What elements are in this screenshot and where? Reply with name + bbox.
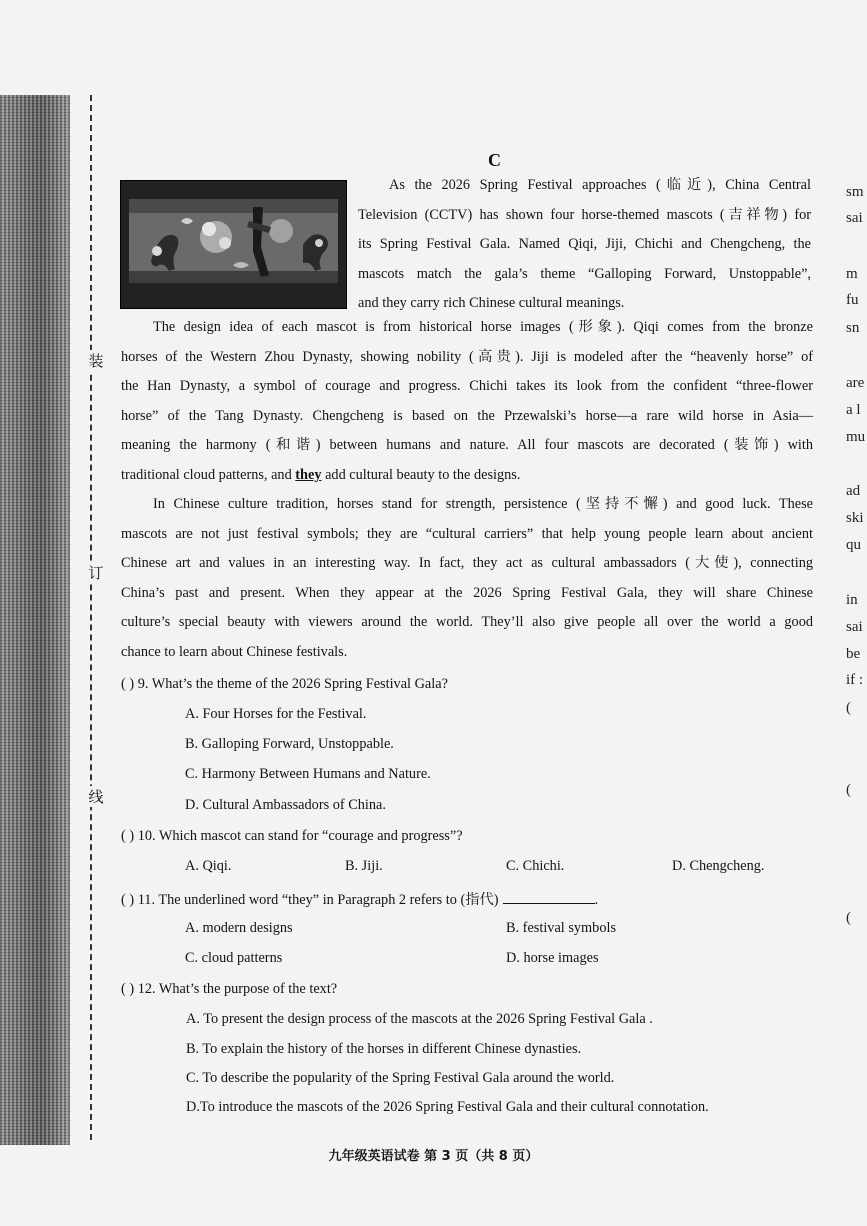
p3-line — [121, 638, 813, 668]
question-9-stem: 9. What’s the theme of the 2026 Spring Festival Gala? — [137, 676, 448, 692]
q9-option-a[interactable]: A. Four Horses for the Festival. — [185, 706, 367, 722]
edge-fragment: sm — [846, 184, 864, 200]
q12-option-a[interactable]: A. To present the design process of the mascots at the 2026 Spring Festival Gala . — [186, 1011, 653, 1027]
intro-line-text: mascots match the gala’s theme “Galloping Forward, Unstoppable”, — [358, 265, 811, 282]
mascot-illustration — [120, 180, 347, 309]
p3-line-text: Chinese art and values in an interesting way. In fact, they act as cultural ambassadors (大使), connecting — [121, 555, 813, 572]
intro-line-text: As the 2026 Spring Festival approaches (临近), China Central — [389, 177, 811, 193]
edge-fragment: ( — [846, 782, 851, 798]
intro-line — [358, 201, 811, 231]
intro-line-text: and they carry rich Chinese cultural meanings. — [358, 295, 625, 312]
p3-line-text: In Chinese culture tradition, horses stand for strength, persistence (坚持不懈) and good luck. These — [153, 496, 813, 512]
p2-last-before: traditional cloud patterns, and — [121, 466, 296, 483]
q11-option-a[interactable]: A. modern designs — [185, 920, 293, 936]
intro-line — [358, 230, 811, 260]
intro-line-text: Television (CCTV) has shown four horse-themed mascots (吉祥物) for — [358, 206, 811, 223]
q9-option-b[interactable]: B. Galloping Forward, Unstoppable. — [185, 736, 394, 752]
answer-bracket-12[interactable]: ( ) — [121, 981, 135, 997]
q12-option-c[interactable]: C. To describe the popularity of the Spring Festival Gala around the world. — [186, 1070, 615, 1086]
p3-line-text: mascots are not just festival symbols; they are “cultural carriers” that help young people learn about ancient — [121, 525, 813, 542]
p2-line — [121, 402, 813, 432]
edge-fragment: are — [846, 375, 865, 391]
p2-line — [121, 372, 813, 402]
question-12 — [121, 981, 337, 998]
question-9 — [121, 676, 448, 693]
edge-fragment: in — [846, 592, 858, 608]
edge-fragment: ( — [846, 700, 851, 716]
answer-bracket-10[interactable]: ( ) — [121, 828, 135, 844]
p2-line-text: The design idea of each mascot is from historical horse images (形象). Qiqi comes from the bronze — [153, 319, 813, 335]
p3-line — [121, 490, 813, 520]
mascot-image-graphic — [121, 181, 346, 308]
paragraph-2 — [121, 313, 813, 491]
p2-line-text: horses of the Western Zhou Dynasty, showing nobility (高贵). Jiji is modeled after the “heavenly horse” of — [121, 348, 813, 365]
edge-fragment: sn — [846, 320, 860, 336]
p3-line — [121, 549, 813, 579]
p3-line — [121, 520, 813, 550]
edge-fragment: if : — [846, 672, 864, 688]
p3-line-text: China’s past and present. When they appear at the 2026 Spring Festival Gala, they will share Chinese — [121, 584, 813, 601]
p2-line-last — [121, 461, 813, 491]
p2-last-after: add cultural beauty to the designs. — [321, 466, 521, 483]
p3-line — [121, 579, 813, 609]
binding-char-ding: 订 — [86, 562, 106, 583]
fill-blank-line[interactable] — [503, 903, 595, 904]
scanned-binding-edge — [0, 95, 70, 1145]
p2-line-text: horse” of the Tang Dynasty. Chengcheng is based on the Przewalski’s horse—a rare wild horse in Asia— — [121, 407, 813, 424]
q10-option-d[interactable]: D. Chengcheng. — [672, 858, 765, 874]
p2-line-text: the Han Dynasty, a symbol of courage and progress. Chichi takes its look from the confident “three-flower — [121, 378, 813, 395]
underlined-they: they — [295, 466, 322, 483]
edge-fragment: ad — [846, 483, 861, 499]
q11-option-c[interactable]: C. cloud patterns — [185, 950, 283, 966]
q10-option-a[interactable]: A. Qiqi. — [185, 858, 232, 874]
edge-fragment: mu — [846, 429, 866, 445]
q9-option-c[interactable]: C. Harmony Between Humans and Nature. — [185, 766, 431, 782]
p3-line — [121, 608, 813, 638]
question-11-stem: 11. The underlined word “they” in Paragraph 2 refers to (指代) — [137, 892, 499, 908]
section-heading: C — [488, 150, 501, 170]
question-11 — [121, 889, 598, 909]
edge-fragment: a l — [846, 402, 861, 418]
intro-line — [358, 171, 811, 201]
question-10-stem: 10. Which mascot can stand for “courage and progress”? — [137, 828, 463, 844]
edge-fragment: fu — [846, 292, 859, 308]
binding-char-xian: 线 — [86, 786, 106, 807]
page-footer: 九年级英语试卷 第 3 页（共 8 页） — [328, 1149, 539, 1164]
question-11-stem-end: . — [594, 892, 599, 908]
intro-line-text: its Spring Festival Gala. Named Qiqi, Jiji, Chichi and Chengcheng, the — [358, 236, 811, 253]
binding-char-zhuang: 装 — [86, 350, 106, 371]
edge-fragment: be — [846, 646, 861, 662]
question-12-stem: 12. What’s the purpose of the text? — [137, 981, 338, 997]
question-10 — [121, 828, 463, 845]
q10-option-b[interactable]: B. Jiji. — [345, 858, 383, 874]
q10-option-c[interactable]: C. Chichi. — [506, 858, 565, 874]
paragraph-3 — [121, 490, 813, 668]
binding-dashed-line — [90, 95, 92, 1140]
p2-line-text: meaning the harmony (和谐) between humans and nature. All four mascots are decorated (装饰) with — [121, 437, 813, 454]
edge-fragment: m — [846, 266, 858, 282]
p2-line — [121, 431, 813, 461]
p3-line-text: culture’s special beauty with viewers around the world. They’ll also give people all over the world a good — [121, 614, 813, 631]
p3-line-text: chance to learn about Chinese festivals. — [121, 643, 348, 660]
p2-line — [121, 343, 813, 373]
edge-fragment: sai — [846, 210, 863, 226]
q12-option-b[interactable]: B. To explain the history of the horses in different Chinese dynasties. — [186, 1041, 582, 1057]
answer-bracket-11[interactable]: ( ) — [121, 892, 135, 908]
edge-fragment: ( — [846, 910, 851, 926]
edge-fragment: qu — [846, 537, 861, 553]
p2-line — [121, 313, 813, 343]
intro-paragraph — [358, 171, 811, 319]
q11-option-b[interactable]: B. festival symbols — [506, 920, 617, 936]
edge-fragment: ski — [846, 510, 864, 526]
q9-option-d[interactable]: D. Cultural Ambassadors of China. — [185, 797, 386, 813]
intro-line — [358, 260, 811, 290]
answer-bracket-9[interactable]: ( ) — [121, 676, 135, 692]
q12-option-d[interactable]: D.To introduce the mascots of the 2026 Spring Festival Gala and their cultural connotation. — [186, 1099, 709, 1115]
q11-option-d[interactable]: D. horse images — [506, 950, 599, 966]
edge-fragment: sai — [846, 619, 863, 635]
